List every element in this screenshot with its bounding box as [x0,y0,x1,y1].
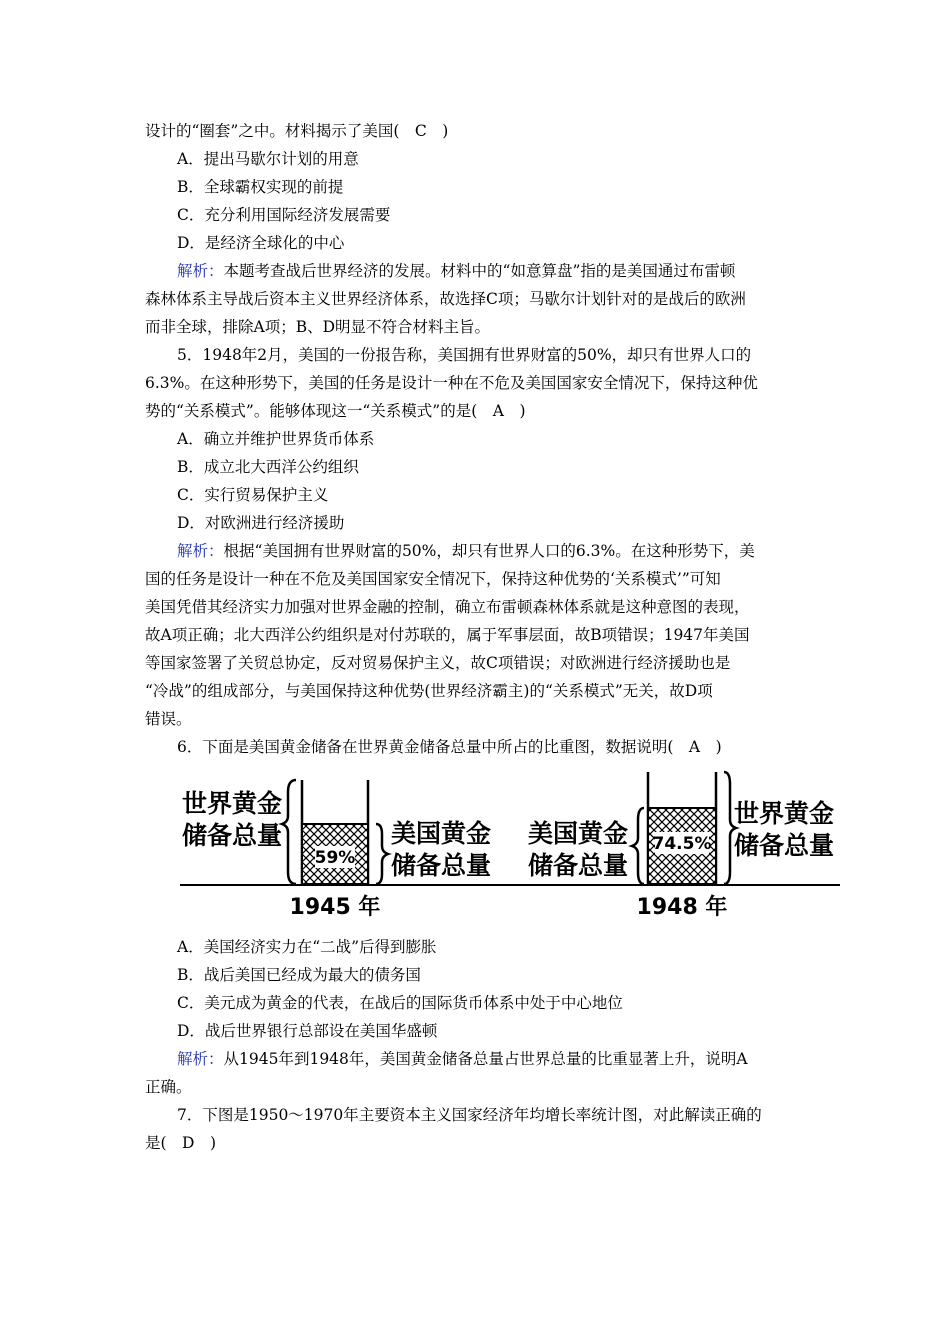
analysis-text: 本题考查战后世界经济的发展。材料中的“如意算盘”指的是美国通过布雷顿 [223,262,736,280]
right-percent-label: 74.5% [652,834,712,854]
analysis-text: 从1945年到1948年，美国黄金储备总量占世界总量的比重显著上升，说明A [223,1050,748,1068]
left-world-label-2: 储备总量 [182,821,283,850]
right-world-label-2: 储备总量 [734,831,835,860]
question-7-stem-2: 是( D ) [145,1134,217,1152]
question-5-stem-3: 势的“关系模式”。能够体现这一“关系模式”的是( A ) [145,402,526,420]
right-us-label-2: 储备总量 [528,851,629,880]
right-us-label-1: 美国黄金 [528,819,629,848]
q5-option-b: B．成立北大西洋公约组织 [177,458,359,476]
q5-analysis-line-6: “冷战”的组成部分，与美国保持这种优势(世界经济霸主)的“关系模式”无关，故D项 [145,682,713,700]
question-4-stem-end: 设计的“圈套”之中。材料揭示了美国( C ) [145,122,449,140]
analysis-text: 根据“美国拥有世界财富的50%，却只有世界人口的6.3%。在这种形势下，美 [223,542,755,560]
right-world-brace [724,772,736,884]
q4-analysis-line-2: 森林体系主导战后资本主义世界经济体系，故选择C项；马歇尔计划针对的是战后的欧洲 [145,290,746,308]
q4-analysis-line-3: 而非全球，排除A项；B、D明显不符合材料主旨。 [145,318,491,336]
q6-option-a: A．美国经济实力在“二战”后得到膨胀 [177,938,437,956]
left-us-label-1: 美国黄金 [391,819,492,848]
q4-option-a: A．提出马歇尔计划的用意 [177,150,359,168]
left-percent-label: 59% [314,848,356,868]
q6-option-c: C．美元成为黄金的代表，在战后的国际货币体系中处于中心地位 [177,994,623,1012]
q5-option-a: A．确立并维护世界货币体系 [177,430,375,448]
left-us-label-2: 储备总量 [391,851,492,880]
left-year-label: 1945 年 [289,895,381,920]
left-us-brace [376,824,388,884]
q5-analysis-line-7: 错误。 [145,710,192,728]
q4-option-b: B．全球霸权实现的前提 [177,178,344,196]
analysis-label: 解析： [177,262,224,280]
q6-option-d: D．战后世界银行总部设在美国华盛顿 [177,1022,438,1040]
q4-option-c: C．充分利用国际经济发展需要 [177,206,391,224]
right-us-brace [632,808,644,884]
left-world-label-1: 世界黄金 [182,789,283,818]
question-5-stem-2: 6.3%。在这种形势下，美国的任务是设计一种在不危及美国国家安全情况下，保持这种优 [145,374,758,392]
q6-analysis-line-1 [177,1049,748,1069]
question-5-stem-1: 5．1948年2月，美国的一份报告称，美国拥有世界财富的50%，却只有世界人口的 [177,346,752,364]
q5-analysis-line-3: 美国凭借其经济实力加强对世界金融的控制，确立布雷顿森林体系就是这种意图的表现， [145,598,750,616]
question-7-stem-1: 7．下图是1950～1970年主要资本主义国家经济年均增长率统计图，对此解读正确的 [177,1106,762,1124]
q4-option-d: D．是经济全球化的中心 [177,234,345,252]
gold-reserve-figure [178,770,842,920]
q6-analysis-line-2: 正确。 [145,1078,192,1096]
left-world-brace [282,780,296,884]
q5-option-c: C．实行贸易保护主义 [177,486,329,504]
question-6-stem: 6．下面是美国黄金储备在世界黄金储备总量中所占的比重图，数据说明( A ) [177,738,722,756]
right-year-label: 1948 年 [636,895,728,920]
q5-analysis-line-2: 国的任务是设计一种在不危及美国国家安全情况下，保持这种优势的‘关系模式’”可知 [145,570,721,588]
q5-option-d: D．对欧洲进行经济援助 [177,514,345,532]
q5-analysis-line-4: 故A项正确；北大西洋公约组织是对付苏联的，属于军事层面，故B项错误；1947年美国 [145,626,750,644]
analysis-label: 解析： [177,542,224,560]
analysis-label: 解析： [177,1050,224,1068]
q5-analysis-line-5: 等国家签署了关贸总协定，反对贸易保护主义，故C项错误；对欧洲进行经济援助也是 [145,654,731,672]
q5-analysis-line-1 [177,541,755,561]
right-world-label-1: 世界黄金 [734,799,835,828]
q6-option-b: B．战后美国已经成为最大的债务国 [177,966,421,984]
q4-analysis-line-1 [177,261,735,281]
